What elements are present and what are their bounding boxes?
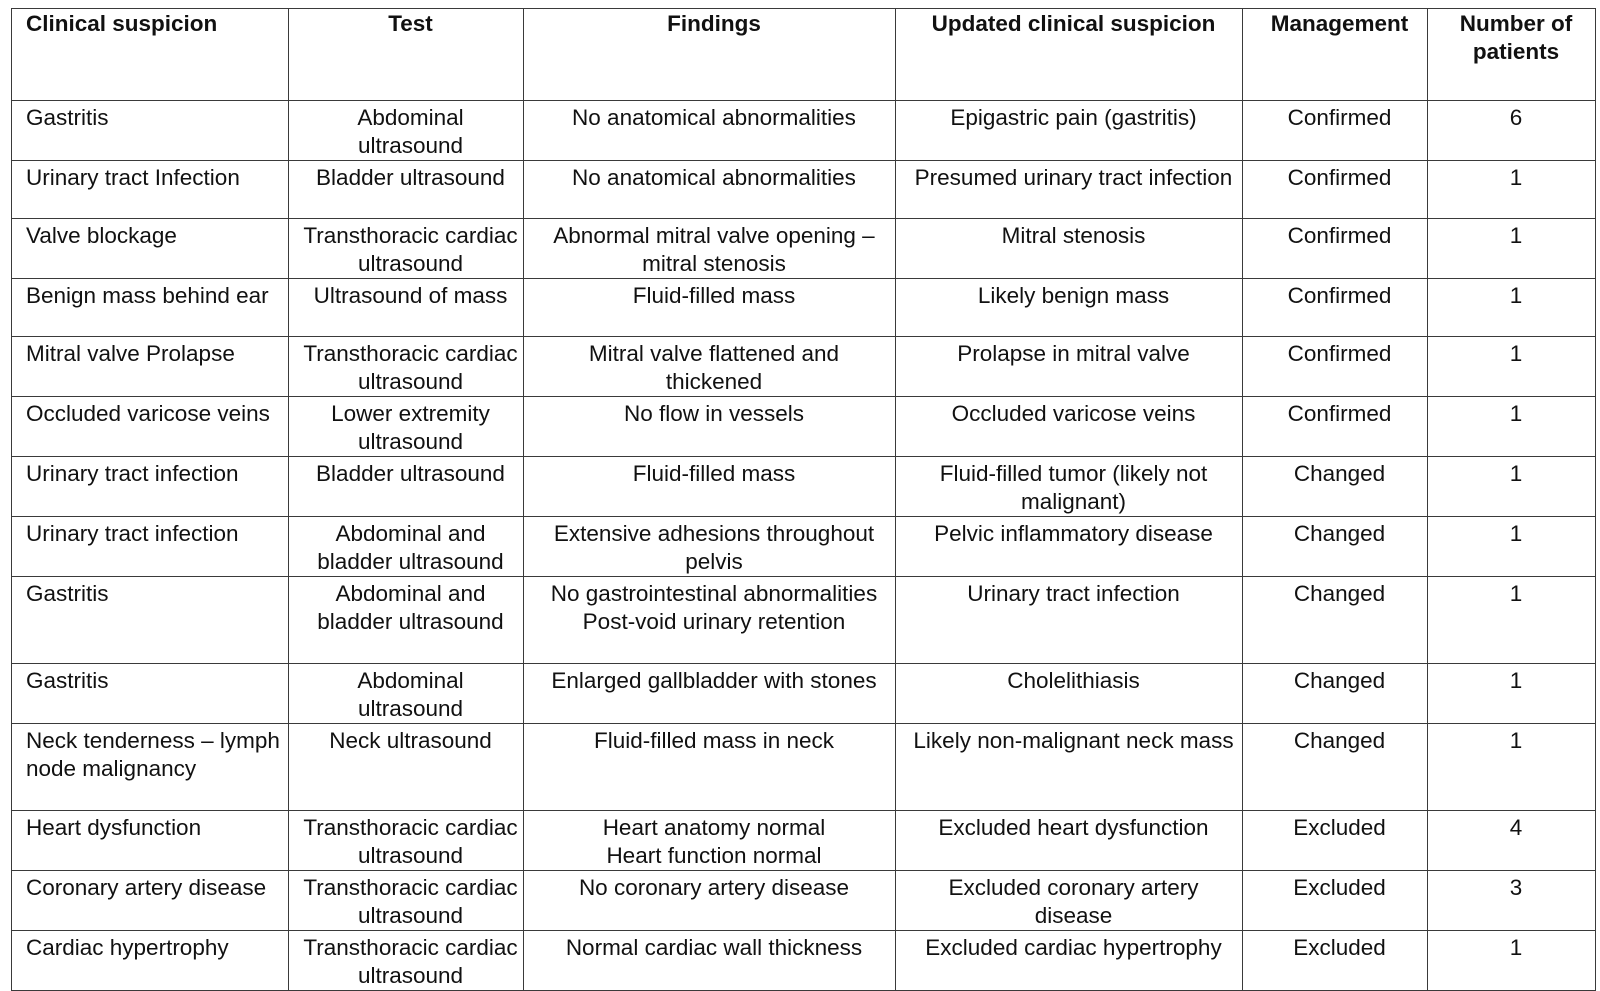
cell-management: Confirmed [1243, 397, 1428, 457]
cell-management: Confirmed [1243, 337, 1428, 397]
cell-clinical-suspicion: Mitral valve Prolapse [12, 337, 289, 397]
cell-clinical-suspicion: Gastritis [12, 664, 289, 724]
cell-test: Transthoracic cardiac ultrasound [289, 219, 524, 279]
table-row [12, 337, 1596, 397]
cell-findings: Abnormal mitral valve opening – mitral stenosis [524, 219, 896, 279]
cell-findings: No anatomical abnormalities [524, 161, 896, 219]
cell-clinical-suspicion: Coronary artery disease [12, 871, 289, 931]
cell-findings: No anatomical abnormalities [524, 101, 896, 161]
cell-test: Bladder ultrasound [289, 457, 524, 517]
cell-findings: Extensive adhesions throughout pelvis [524, 517, 896, 577]
header-number-of-patients: Number of patients [1428, 9, 1596, 101]
cell-findings: Fluid-filled mass in neck [524, 724, 896, 811]
cell-updated-suspicion: Urinary tract infection [896, 577, 1243, 664]
cell-clinical-suspicion: Valve blockage [12, 219, 289, 279]
finding-line: No gastrointestinal abnormalities [550, 581, 878, 606]
cell-management: Confirmed [1243, 279, 1428, 337]
cell-updated-suspicion: Likely benign mass [896, 279, 1243, 337]
table-row [12, 457, 1596, 517]
cell-management: Confirmed [1243, 101, 1428, 161]
cell-clinical-suspicion: Urinary tract infection [12, 457, 289, 517]
cell-updated-suspicion: Likely non-malignant neck mass [896, 724, 1243, 811]
cell-patient-count: 1 [1428, 577, 1596, 664]
header-row [12, 9, 1596, 101]
cell-clinical-suspicion: Urinary tract Infection [12, 161, 289, 219]
header-updated-clinical-suspicion: Updated clinical suspicion [896, 9, 1243, 101]
cell-patient-count: 1 [1428, 517, 1596, 577]
cell-patient-count: 1 [1428, 219, 1596, 279]
cell-test: Transthoracic cardiac ultrasound [289, 931, 524, 991]
cell-management: Confirmed [1243, 161, 1428, 219]
cell-findings: Mitral valve flattened and thickened [524, 337, 896, 397]
cell-patient-count: 1 [1428, 931, 1596, 991]
cell-findings: Fluid-filled mass [524, 279, 896, 337]
cell-patient-count: 3 [1428, 871, 1596, 931]
table-row [12, 871, 1596, 931]
cell-updated-suspicion: Fluid-filled tumor (likely not malignant) [896, 457, 1243, 517]
cell-findings: Fluid-filled mass [524, 457, 896, 517]
cell-patient-count: 1 [1428, 664, 1596, 724]
header-clinical-suspicion: Clinical suspicion [12, 9, 289, 101]
cell-test: Abdominal ultrasound [289, 101, 524, 161]
header-findings: Findings [524, 9, 896, 101]
cell-updated-suspicion: Cholelithiasis [896, 664, 1243, 724]
cell-updated-suspicion: Excluded cardiac hypertrophy [896, 931, 1243, 991]
cell-clinical-suspicion: Heart dysfunction [12, 811, 289, 871]
table-row [12, 517, 1596, 577]
table-row [12, 161, 1596, 219]
results-table [11, 8, 1596, 991]
cell-findings: Enlarged gallbladder with stones [524, 664, 896, 724]
cell-test: Bladder ultrasound [289, 161, 524, 219]
cell-patient-count: 1 [1428, 397, 1596, 457]
cell-findings [524, 811, 896, 871]
table-row [12, 724, 1596, 811]
finding-line: Post-void urinary retention [582, 609, 846, 634]
cell-patient-count: 1 [1428, 457, 1596, 517]
cell-updated-suspicion: Epigastric pain (gastritis) [896, 101, 1243, 161]
cell-clinical-suspicion: Urinary tract infection [12, 517, 289, 577]
cell-updated-suspicion: Excluded heart dysfunction [896, 811, 1243, 871]
cell-patient-count: 1 [1428, 337, 1596, 397]
cell-clinical-suspicion: Gastritis [12, 577, 289, 664]
cell-management: Changed [1243, 577, 1428, 664]
table-row [12, 931, 1596, 991]
cell-management: Excluded [1243, 931, 1428, 991]
table-row [12, 577, 1596, 664]
cell-management: Excluded [1243, 811, 1428, 871]
cell-test: Neck ultrasound [289, 724, 524, 811]
cell-test: Abdominal and bladder ultrasound [289, 577, 524, 664]
cell-test: Transthoracic cardiac ultrasound [289, 337, 524, 397]
finding-line: Heart function normal [606, 843, 822, 868]
header-test: Test [289, 9, 524, 101]
table-row [12, 664, 1596, 724]
cell-test: Ultrasound of mass [289, 279, 524, 337]
cell-management: Changed [1243, 664, 1428, 724]
cell-test: Lower extremity ultrasound [289, 397, 524, 457]
cell-findings [524, 577, 896, 664]
cell-patient-count: 1 [1428, 724, 1596, 811]
cell-updated-suspicion: Presumed urinary tract infection [896, 161, 1243, 219]
cell-updated-suspicion: Occluded varicose veins [896, 397, 1243, 457]
cell-findings: No coronary artery disease [524, 871, 896, 931]
cell-clinical-suspicion: Gastritis [12, 101, 289, 161]
cell-updated-suspicion: Pelvic inflammatory disease [896, 517, 1243, 577]
cell-findings: No flow in vessels [524, 397, 896, 457]
cell-updated-suspicion: Prolapse in mitral valve [896, 337, 1243, 397]
table-row [12, 811, 1596, 871]
finding-line: Heart anatomy normal [602, 815, 826, 840]
cell-findings: Normal cardiac wall thickness [524, 931, 896, 991]
cell-management: Changed [1243, 457, 1428, 517]
cell-clinical-suspicion: Neck tenderness – lymph node malignancy [12, 724, 289, 811]
cell-patient-count: 1 [1428, 161, 1596, 219]
cell-test: Transthoracic cardiac ultrasound [289, 871, 524, 931]
cell-test: Transthoracic cardiac ultrasound [289, 811, 524, 871]
cell-test: Abdominal and bladder ultrasound [289, 517, 524, 577]
cell-patient-count: 4 [1428, 811, 1596, 871]
cell-management: Excluded [1243, 871, 1428, 931]
table-row [12, 101, 1596, 161]
cell-patient-count: 6 [1428, 101, 1596, 161]
table-row [12, 219, 1596, 279]
cell-updated-suspicion: Mitral stenosis [896, 219, 1243, 279]
table-row [12, 397, 1596, 457]
cell-management: Confirmed [1243, 219, 1428, 279]
header-management: Management [1243, 9, 1428, 101]
table-row [12, 279, 1596, 337]
cell-management: Changed [1243, 724, 1428, 811]
cell-clinical-suspicion: Cardiac hypertrophy [12, 931, 289, 991]
cell-updated-suspicion: Excluded coronary artery disease [896, 871, 1243, 931]
cell-patient-count: 1 [1428, 279, 1596, 337]
cell-clinical-suspicion: Occluded varicose veins [12, 397, 289, 457]
cell-test: Abdominal ultrasound [289, 664, 524, 724]
cell-management: Changed [1243, 517, 1428, 577]
cell-clinical-suspicion: Benign mass behind ear [12, 279, 289, 337]
